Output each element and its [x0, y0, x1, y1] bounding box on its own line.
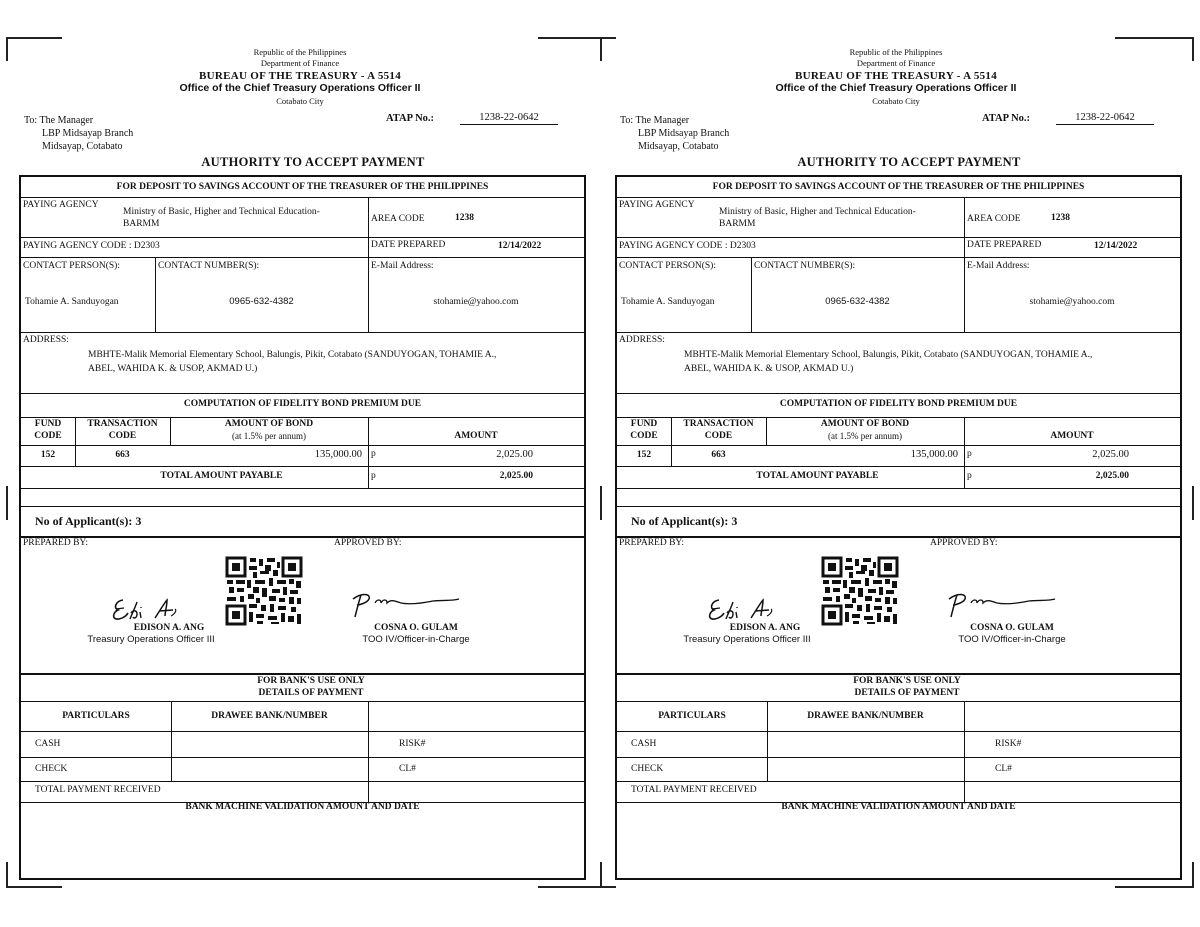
header-republic: Republic of the Philippines: [849, 47, 943, 57]
rule: [617, 466, 1180, 467]
rule: [617, 332, 1180, 333]
approved-by-label: APPROVED BY:: [930, 538, 998, 548]
header-republic: Republic of the Philippines: [253, 47, 347, 57]
header-department: Department of Finance: [856, 58, 936, 68]
contact-number: 0965-632-4382: [229, 296, 294, 307]
col-particulars: PARTICULARS: [62, 711, 130, 721]
fund-code-value: 152: [636, 450, 652, 460]
header-city: Cotabato City: [276, 96, 324, 106]
area-code-value: 1238: [455, 213, 474, 223]
to-line3: Midsayap, Cotabato: [42, 141, 123, 152]
paying-agency-line1: Ministry of Basic, Higher and Technical Education-: [719, 207, 916, 217]
atap-number: 1238-22-0642: [460, 112, 558, 125]
rule: [617, 673, 1180, 675]
rule: [617, 197, 1180, 198]
area-code-label: AREA CODE: [967, 214, 1021, 224]
to-line2: LBP Midsayap Branch: [42, 128, 134, 139]
qr-code: [821, 556, 899, 626]
email-label: E-Mail Address:: [371, 261, 434, 271]
rule: [617, 536, 1180, 538]
rule: [21, 536, 584, 538]
agency-code: PAYING AGENCY CODE : D2303: [23, 241, 160, 251]
paying-agency-line1: Ministry of Basic, Higher and Technical Education-: [123, 207, 320, 217]
approver-position: TOO IV/Officer-in-Charge: [958, 634, 1066, 645]
agency-code: PAYING AGENCY CODE : D2303: [619, 241, 756, 251]
email-address: stohamie@yahoo.com: [433, 297, 519, 307]
atap-number: 1238-22-0642: [1056, 112, 1154, 125]
col-fund-code-1: FUND: [630, 419, 658, 429]
preparer-position: Treasury Operations Officer III: [683, 634, 811, 645]
contact-number-label: CONTACT NUMBER(S):: [754, 261, 856, 271]
rule: [21, 417, 584, 418]
atap-label: ATAP No.:: [982, 113, 1031, 124]
rule: [21, 781, 584, 782]
rule: [751, 257, 752, 332]
rule: [21, 445, 584, 446]
preparer-name: EDISON A. ANG: [729, 623, 801, 633]
preparer-position: Treasury Operations Officer III: [87, 634, 215, 645]
rule: [155, 257, 156, 332]
date-prepared-value: 12/14/2022: [1094, 241, 1138, 251]
date-prepared-label: DATE PREPARED: [371, 240, 446, 250]
form-frame: [19, 175, 586, 880]
approver-position: TOO IV/Officer-in-Charge: [362, 634, 470, 645]
approver-name: COSNA O. GULAM: [970, 623, 1054, 633]
validation-heading: BANK MACHINE VALIDATION AMOUNT AND DATE: [185, 802, 420, 812]
area-code-label: AREA CODE: [371, 214, 425, 224]
rule: [21, 466, 584, 467]
total-received-label: TOTAL PAYMENT RECEIVED: [35, 785, 161, 795]
preparer-name: EDISON A. ANG: [133, 623, 205, 633]
total-payable-label: TOTAL AMOUNT PAYABLE: [160, 471, 283, 481]
approver-signature: [943, 589, 1061, 621]
contact-number-label: CONTACT NUMBER(S):: [158, 261, 260, 271]
deposit-heading: FOR DEPOSIT TO SAVINGS ACCOUNT OF THE TREASURER OF THE PHILIPPINES: [116, 182, 489, 192]
to-line1: The Manager: [635, 115, 690, 126]
atap-form-copy-2: [596, 0, 1196, 927]
total-payable-value: 2,025.00: [499, 471, 533, 481]
contact-person-label: CONTACT PERSON(S):: [619, 261, 716, 271]
address-line2: ABEL, WAHIDA K. & USOP, AKMAD U.): [88, 364, 258, 374]
col-amount-of-bond-1: AMOUNT OF BOND: [224, 419, 314, 429]
document-title: AUTHORITY TO ACCEPT PAYMENT: [201, 155, 425, 169]
rule: [617, 257, 1180, 258]
contact-number: 0965-632-4382: [825, 296, 890, 307]
col-amount-of-bond-2: (at 1.5% per annum): [232, 431, 306, 441]
contact-person: Tohamie A. Sanduyogan: [621, 297, 715, 307]
col-fund-code-2: CODE: [630, 431, 658, 441]
cash-label: CASH: [631, 739, 657, 749]
rule: [617, 757, 1180, 758]
rule: [617, 701, 1180, 702]
check-label: CHECK: [631, 764, 664, 774]
qr-code: [225, 556, 303, 626]
to-prefix: To:: [620, 115, 634, 126]
approver-signature: [347, 589, 465, 621]
peso-sign: p: [371, 449, 376, 459]
bond-amount-value: 135,000.00: [314, 449, 362, 460]
rule: [21, 393, 584, 394]
address-line2: ABEL, WAHIDA K. & USOP, AKMAD U.): [684, 364, 854, 374]
col-particulars: PARTICULARS: [658, 711, 726, 721]
paying-agency-line2: BARMM: [719, 219, 756, 229]
form-frame: [615, 175, 1182, 880]
col-fund-code-1: FUND: [34, 419, 62, 429]
computation-heading: COMPUTATION OF FIDELITY BOND PREMIUM DUE: [183, 399, 422, 409]
rule: [368, 197, 369, 332]
validation-heading: BANK MACHINE VALIDATION AMOUNT AND DATE: [781, 802, 1016, 812]
col-amount: AMOUNT: [1050, 431, 1094, 441]
col-transaction-code-1: TRANSACTION: [87, 419, 158, 429]
rule: [617, 731, 1180, 732]
prepared-by-label: PREPARED BY:: [619, 538, 685, 548]
risk-label: RISK#: [399, 739, 426, 749]
rule: [617, 781, 1180, 782]
approver-name: COSNA O. GULAM: [374, 623, 458, 633]
to-line2: LBP Midsayap Branch: [638, 128, 730, 139]
header-office: Office of the Chief Treasury Operations Officer II: [775, 82, 1017, 94]
area-code-value: 1238: [1051, 213, 1070, 223]
address-line1: MBHTE-Malik Memorial Elementary School, Balungis, Pikit, Cotabato (SANDUYOGAN, TOHAMIE A.,: [684, 350, 1093, 360]
rule: [21, 731, 584, 732]
col-transaction-code-2: CODE: [108, 431, 137, 441]
cash-label: CASH: [35, 739, 61, 749]
rule: [21, 257, 584, 258]
preparer-signature: [107, 592, 197, 624]
applicant-count: No of Applicant(s): 3: [631, 514, 738, 528]
address-label: ADDRESS:: [619, 335, 665, 345]
check-label: CHECK: [35, 764, 68, 774]
bond-amount-value: 135,000.00: [910, 449, 958, 460]
rule: [21, 506, 584, 507]
peso-sign: p: [967, 471, 972, 481]
rule: [21, 673, 584, 675]
header-department: Department of Finance: [260, 58, 340, 68]
bank-use-heading: FOR BANK'S USE ONLY: [257, 676, 365, 686]
header-bureau: BUREAU OF THE TREASURY - A 5514: [198, 70, 402, 82]
payment-details-heading: DETAILS OF PAYMENT: [854, 688, 960, 698]
date-prepared-label: DATE PREPARED: [967, 240, 1042, 250]
rule: [368, 701, 369, 802]
contact-person: Tohamie A. Sanduyogan: [25, 297, 119, 307]
rule: [21, 488, 584, 489]
cl-label: CL#: [399, 764, 416, 774]
rule: [964, 197, 965, 332]
rule: [21, 237, 584, 238]
total-received-label: TOTAL PAYMENT RECEIVED: [631, 785, 757, 795]
peso-sign: p: [967, 449, 972, 459]
paying-agency-line2: BARMM: [123, 219, 160, 229]
peso-sign: p: [371, 471, 376, 481]
col-transaction-code-2: CODE: [704, 431, 733, 441]
rule: [617, 506, 1180, 507]
approved-by-label: APPROVED BY:: [334, 538, 402, 548]
to-line3: Midsayap, Cotabato: [638, 141, 719, 152]
rule: [617, 445, 1180, 446]
header-bureau: BUREAU OF THE TREASURY - A 5514: [794, 70, 998, 82]
address-line1: MBHTE-Malik Memorial Elementary School, Balungis, Pikit, Cotabato (SANDUYOGAN, TOHAMIE A.,: [88, 350, 497, 360]
rule: [617, 237, 1180, 238]
paying-agency-label: PAYING AGENCY: [619, 200, 695, 210]
transaction-code-value: 663: [115, 450, 130, 460]
bank-use-heading: FOR BANK'S USE ONLY: [853, 676, 961, 686]
deposit-heading: FOR DEPOSIT TO SAVINGS ACCOUNT OF THE TREASURER OF THE PHILIPPINES: [712, 182, 1085, 192]
total-payable-label: TOTAL AMOUNT PAYABLE: [756, 471, 879, 481]
rule: [617, 393, 1180, 394]
fund-code-value: 152: [40, 450, 56, 460]
preparer-signature: [703, 592, 793, 624]
col-drawee-bank: DRAWEE BANK/NUMBER: [807, 711, 924, 721]
col-fund-code-2: CODE: [34, 431, 62, 441]
paying-agency-label: PAYING AGENCY: [23, 200, 99, 210]
rule: [617, 488, 1180, 489]
rule: [21, 332, 584, 333]
amount-value: 2,025.00: [496, 449, 533, 460]
col-transaction-code-1: TRANSACTION: [683, 419, 754, 429]
rule: [964, 701, 965, 802]
transaction-code-value: 663: [711, 450, 726, 460]
atap-label: ATAP No.:: [386, 113, 435, 124]
to-prefix: To:: [24, 115, 38, 126]
rule: [617, 417, 1180, 418]
prepared-by-label: PREPARED BY:: [23, 538, 89, 548]
rule: [21, 701, 584, 702]
header-city: Cotabato City: [872, 96, 920, 106]
addressee-block: [620, 114, 729, 153]
contact-person-label: CONTACT PERSON(S):: [23, 261, 120, 271]
to-line1: The Manager: [39, 115, 94, 126]
rule: [21, 197, 584, 198]
total-payable-value: 2,025.00: [1095, 471, 1129, 481]
risk-label: RISK#: [995, 739, 1022, 749]
payment-details-heading: DETAILS OF PAYMENT: [258, 688, 364, 698]
col-amount-of-bond-2: (at 1.5% per annum): [828, 431, 902, 441]
cl-label: CL#: [995, 764, 1012, 774]
col-amount: AMOUNT: [454, 431, 498, 441]
email-address: stohamie@yahoo.com: [1029, 297, 1115, 307]
amount-value: 2,025.00: [1092, 449, 1129, 460]
address-label: ADDRESS:: [23, 335, 69, 345]
email-label: E-Mail Address:: [967, 261, 1030, 271]
col-amount-of-bond-1: AMOUNT OF BOND: [820, 419, 910, 429]
date-prepared-value: 12/14/2022: [498, 241, 542, 251]
document-title: AUTHORITY TO ACCEPT PAYMENT: [797, 155, 1021, 169]
rule: [21, 757, 584, 758]
applicant-count: No of Applicant(s): 3: [35, 514, 142, 528]
computation-heading: COMPUTATION OF FIDELITY BOND PREMIUM DUE: [779, 399, 1018, 409]
header-office: Office of the Chief Treasury Operations Officer II: [179, 82, 421, 94]
col-drawee-bank: DRAWEE BANK/NUMBER: [211, 711, 328, 721]
addressee-block: [24, 114, 133, 153]
